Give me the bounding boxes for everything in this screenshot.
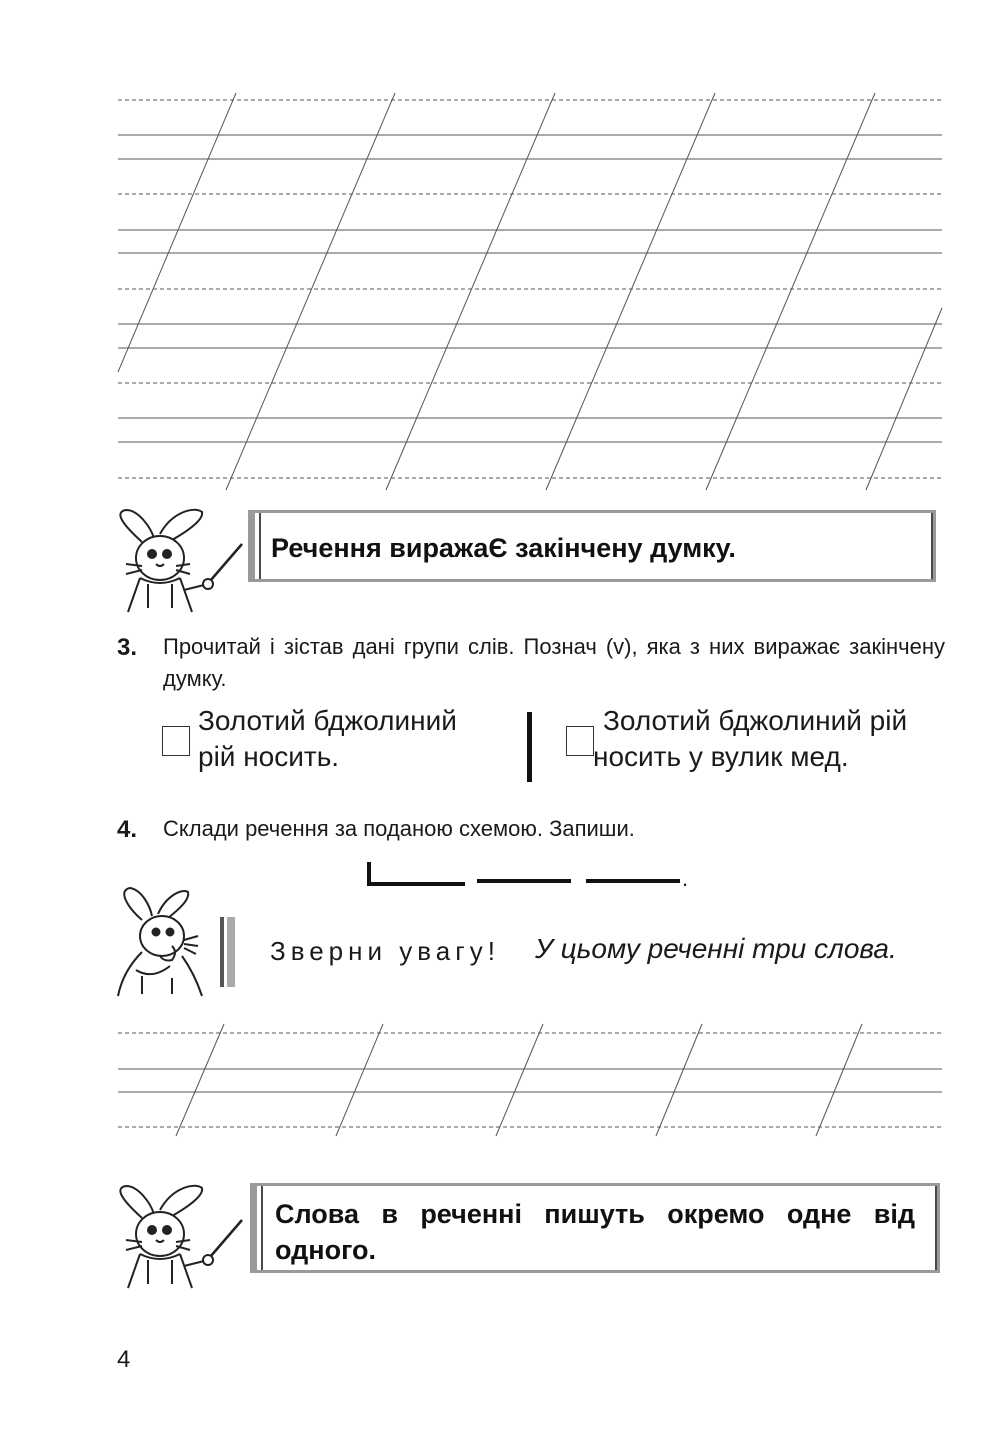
note-label: Зверни увагу! — [270, 936, 500, 966]
scheme-word-2 — [477, 879, 571, 883]
option-b-checkbox[interactable] — [566, 726, 594, 756]
rule-text-2: Слова в реченні пишуть окремо одне від одного. — [275, 1199, 915, 1265]
rabbit-teacher-icon-2 — [112, 1180, 246, 1292]
writing-grid-bottom[interactable] — [0, 1018, 1006, 1142]
rabbit-teacher-icon — [112, 504, 246, 616]
note-text: У цьому реченні три слова. — [535, 933, 897, 964]
rule-text-1: Речення виражаЄ закінчену думку. — [271, 533, 736, 563]
rule-box-2 — [250, 1183, 940, 1273]
scheme-word-3 — [586, 879, 680, 883]
scheme-end-dot: . — [682, 866, 689, 891]
task-3-text: Прочитай і зістав дані групи слів. Познач (v), яка з них виражає закінчену думку. — [163, 634, 945, 691]
option-a-line1: Золотий бджолиний — [198, 705, 457, 736]
page-number: 4 — [117, 1346, 131, 1373]
option-b-line2: носить у вулик мед. — [593, 741, 849, 772]
options-divider — [527, 712, 532, 782]
scheme-word-1 — [367, 862, 465, 886]
writing-grid-top[interactable] — [0, 0, 1006, 500]
task-4-text: Склади речення за поданою схемою. Запиши. — [163, 816, 635, 841]
task-4-number: 4. — [117, 816, 138, 843]
note-bar — [220, 917, 224, 987]
rabbit-thinking-icon — [112, 886, 212, 1000]
task-3-number: 3. — [117, 634, 138, 661]
option-a-checkbox[interactable] — [162, 726, 190, 756]
note-bar-thick — [227, 917, 235, 987]
rule-box-1 — [248, 510, 936, 582]
option-a-line2: рій носить. — [198, 741, 340, 772]
option-b-line1: Золотий бджолиний рій — [603, 705, 908, 736]
